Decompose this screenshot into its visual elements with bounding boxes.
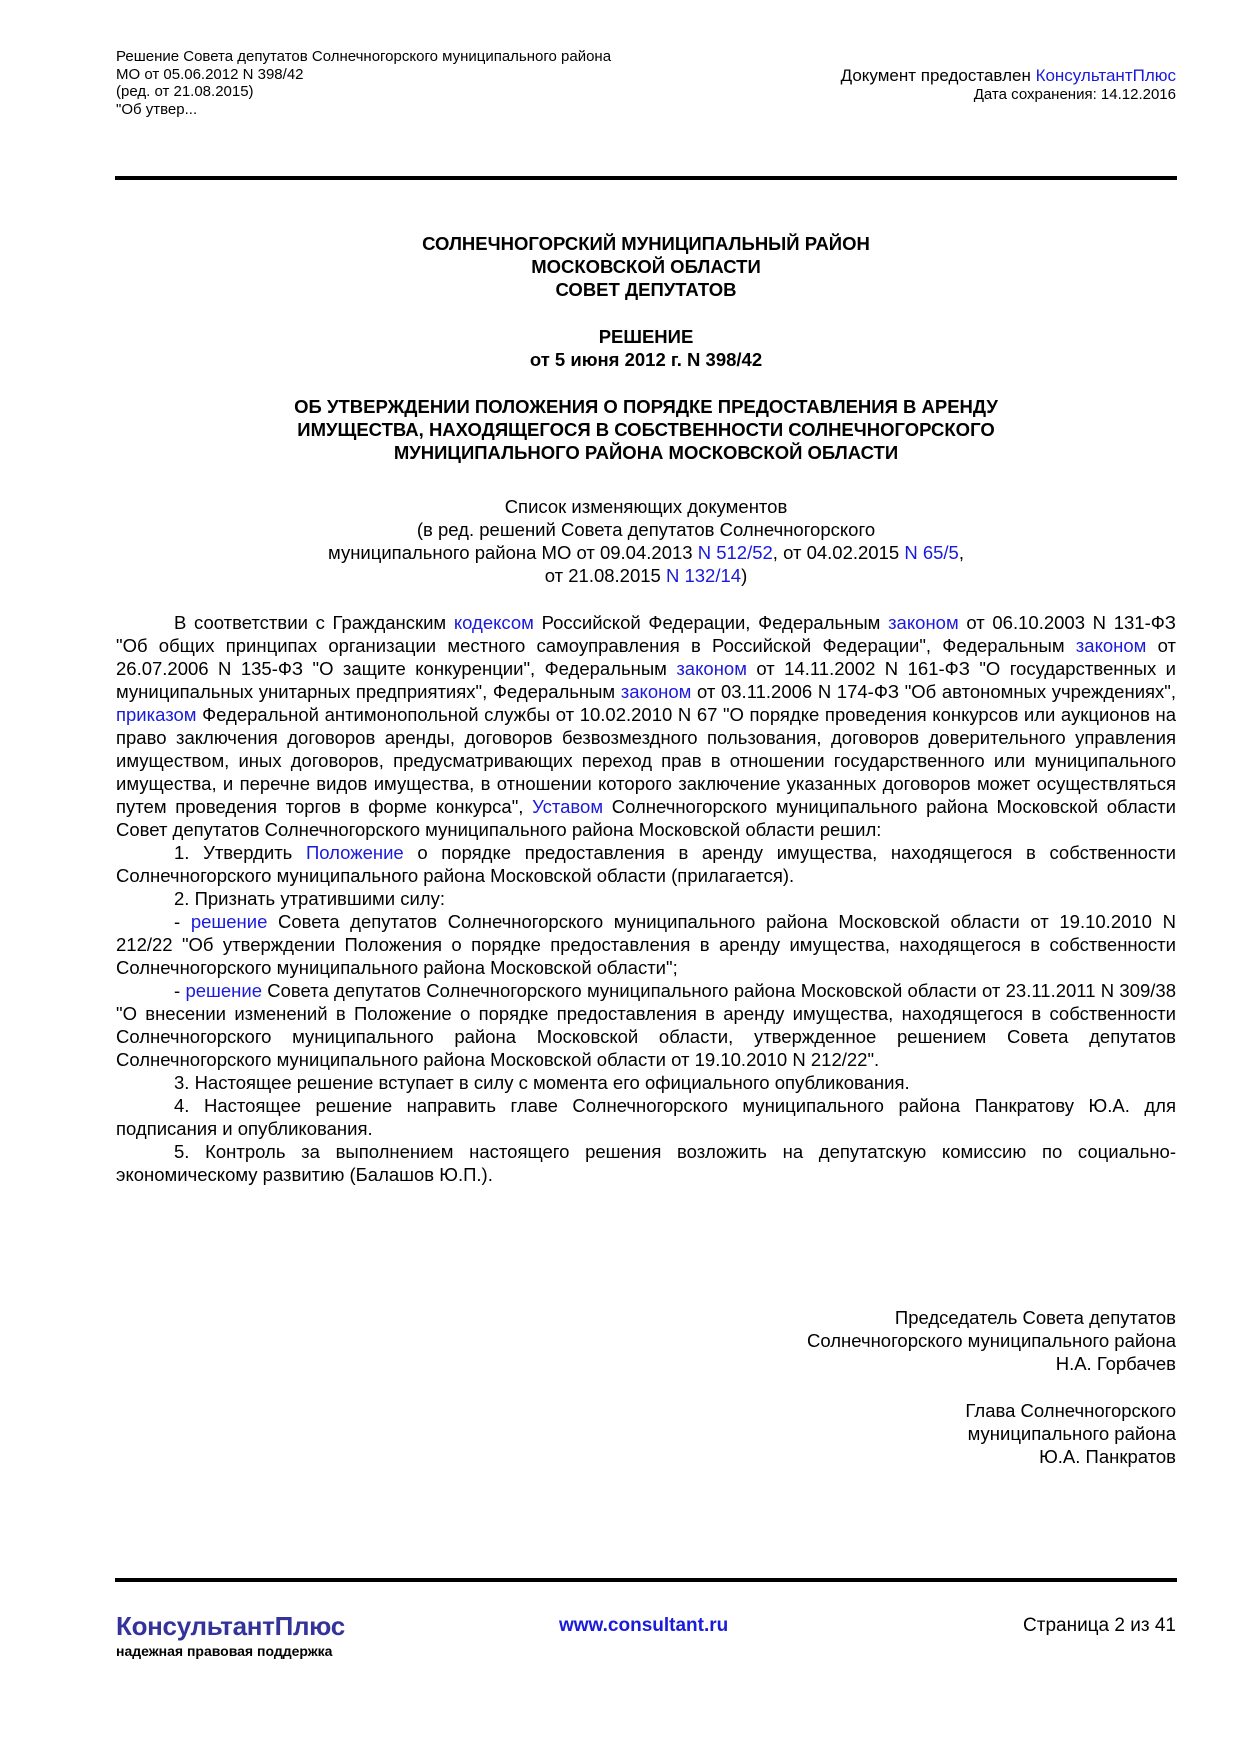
document-body [116,611,1176,1186]
amendments-line [116,564,1176,587]
footer-brand-logo [116,1610,345,1660]
text: от 14.11.2002 N 161-ФЗ "О государственных и муниципальных унитарных предприятиях", Федеральным [116,658,1176,702]
doc-date: от 5 июня 2012 г. N 398/42 [529,349,763,370]
text: , от 04.02.2015 [772,542,905,563]
signature-block [116,1306,1176,1492]
legal-reference-link[interactable]: приказом [116,704,197,725]
text: 1. Утвердить [174,842,306,863]
org-name-line: СОЛНЕЧНОГОРСКИЙ МУНИЦИПАЛЬНЫЙ РАЙОН [422,233,870,254]
doc-ref-line: (ред. от 21.08.2015) [116,83,254,100]
save-date: Дата сохранения: 14.12.2016 [973,86,1176,103]
subject-line: ИМУЩЕСТВА, НАХОДЯЩЕГОСЯ В СОБСТВЕННОСТИ СОЛНЕЧНОГОРСКОГО [297,419,995,440]
signature-line: Солнечногорского муниципального района [807,1330,1176,1351]
item-3: 3. Настоящее решение вступает в силу с момента его официального опубликования. [174,1072,910,1093]
document-reference [116,48,736,118]
amendment-link-132-14[interactable]: N 132/14 [665,565,742,586]
legal-reference-link[interactable]: законом [1075,635,1147,656]
provider-brand-link[interactable]: КонсультантПлюс [1035,66,1176,85]
regulation-link[interactable]: Положение [305,842,404,863]
amendments-line [116,541,1176,564]
legal-reference-link[interactable]: Уставом [532,796,604,817]
org-name-line: СОВЕТ ДЕПУТАТОВ [555,279,737,300]
text: - [174,980,186,1001]
doc-type: РЕШЕНИЕ [598,326,694,347]
signature-line: Председатель Совета депутатов [894,1307,1176,1328]
amendments-heading: Список изменяющих документов [504,496,788,517]
text: от 26.07.2006 N 135-ФЗ "О защите конкуренции", Федеральным [116,635,1176,679]
provided-by-label: Документ предоставлен [840,66,1036,85]
signature-chairman [116,1306,1176,1375]
brand-tagline: надежная правовая поддержка [116,1643,333,1659]
signature-head [116,1399,1176,1468]
text: от 03.11.2006 N 174-ФЗ "Об автономных учреждениях", [691,681,1177,702]
text: Федеральной антимонопольной службы от 10.02.2010 N 67 "О порядке проведения конкурсов или аукционов на право заключения договоров аренды, договоров безвозмездного пользования, договоров доверительного управления имуществом, иных договоров, предусматривающих переход прав в отношении государственного или муниципального имущества, и перечне видов имущества, в отношении которого заключение указанных договоров может осуществляться путем проведения торгов в форме конкурса", [116,704,1176,817]
text: - [174,911,191,932]
legal-reference-link[interactable]: законом [676,658,747,679]
signature-line: муниципального района [967,1423,1176,1444]
preamble-paragraph [116,611,1176,841]
signature-name: Ю.А. Панкратов [1039,1446,1176,1467]
website-link[interactable]: www.consultant.ru [559,1615,729,1636]
legal-reference-link[interactable]: законом [620,681,692,702]
text: от 06.10.2003 N 131-ФЗ "Об общих принципах организации местного самоуправления в Российской Федерации", Федеральным [116,612,1176,656]
legal-reference-link[interactable]: кодексом [453,612,534,633]
item-2a [116,910,1176,979]
org-name-line: МОСКОВСКОЙ ОБЛАСТИ [531,256,761,277]
header-divider [115,176,1177,180]
amendment-link-512-52[interactable]: N 512/52 [697,542,773,563]
page-header [116,48,1176,128]
item-2: 2. Признать утратившими силу: [174,888,445,909]
brand-name: КонсультантПлюс [116,1611,345,1641]
amendments-list [116,495,1176,587]
page-footer [116,1610,1176,1690]
subject-line: МУНИЦИПАЛЬНОГО РАЙОНА МОСКОВСКОЙ ОБЛАСТИ [393,442,899,463]
doc-ref-line: МО от 05.06.2012 N 398/42 [116,65,304,83]
text: , [958,542,964,563]
text: Совета депутатов Солнечногорского муниципального района Московской области от 19.10.2010 N 212/22 "Об утверждении Положения о порядке предоставления в аренду имущества, находящегося в собственности Солнечногорского муниципального района Московской области"; [116,911,1176,978]
text: В соответствии с Гражданским [174,612,454,633]
text: Солнечногорского муниципального района Московской области Совет депутатов Солнечногорского муниципального района Московской области решил: [116,796,1176,840]
item-2b [116,979,1176,1071]
item-5: 5. Контроль за выполнением настоящего решения возложить на депутатскую комиссию по социально-экономическому развитию (Балашов Ю.П.). [116,1141,1176,1185]
item-1 [116,841,1176,887]
text: о порядке предоставления в аренду имущества, находящегося в собственности Солнечногорского муниципального района Московской области (прилагается). [116,842,1176,886]
page-number: Страница 2 из 41 [1023,1615,1176,1636]
text: ) [741,565,748,586]
document-title-block [116,232,1176,464]
decision-link-212-22[interactable]: решение [190,911,268,932]
legal-reference-link[interactable]: законом [888,612,959,633]
signature-line: Глава Солнечногорского [965,1400,1176,1421]
amendment-link-65-5[interactable]: N 65/5 [904,542,959,563]
subject-line: ОБ УТВЕРЖДЕНИИ ПОЛОЖЕНИЯ О ПОРЯДКЕ ПРЕДОСТАВЛЕНИЯ В АРЕНДУ [294,396,998,417]
decision-link-309-38[interactable]: решение [185,980,262,1001]
signature-name: Н.А. Горбачев [1055,1353,1176,1374]
doc-ref-line: Решение Совета депутатов Солнечногорского муниципального района [116,48,612,65]
provided-by [841,65,1176,86]
amendments-line: (в ред. решений Совета депутатов Солнечногорского [416,519,876,540]
text: муниципального района МО от 09.04.2013 [328,542,698,563]
footer-divider [115,1578,1177,1582]
text: Совета депутатов Солнечногорского муниципального района Московской области от 23.11.2011 N 309/38 "О внесении изменений в Положение о порядке предоставления в аренду имущества, находящегося в собственности Солнечногорского муниципального района Московской области, утвержденное решением Совета депутатов Солнечногорского муниципального района Московской области от 19.10.2010 N 212/22". [116,980,1176,1070]
text: Российской Федерации, Федеральным [533,612,889,633]
provider-info [841,65,1176,104]
item-4: 4. Настоящее решение направить главе Солнечногорского муниципального района Панкратову Ю.А. для подписания и опубликования. [116,1095,1176,1139]
doc-ref-line: "Об утвер... [116,100,198,118]
text: от 21.08.2015 [544,565,666,586]
